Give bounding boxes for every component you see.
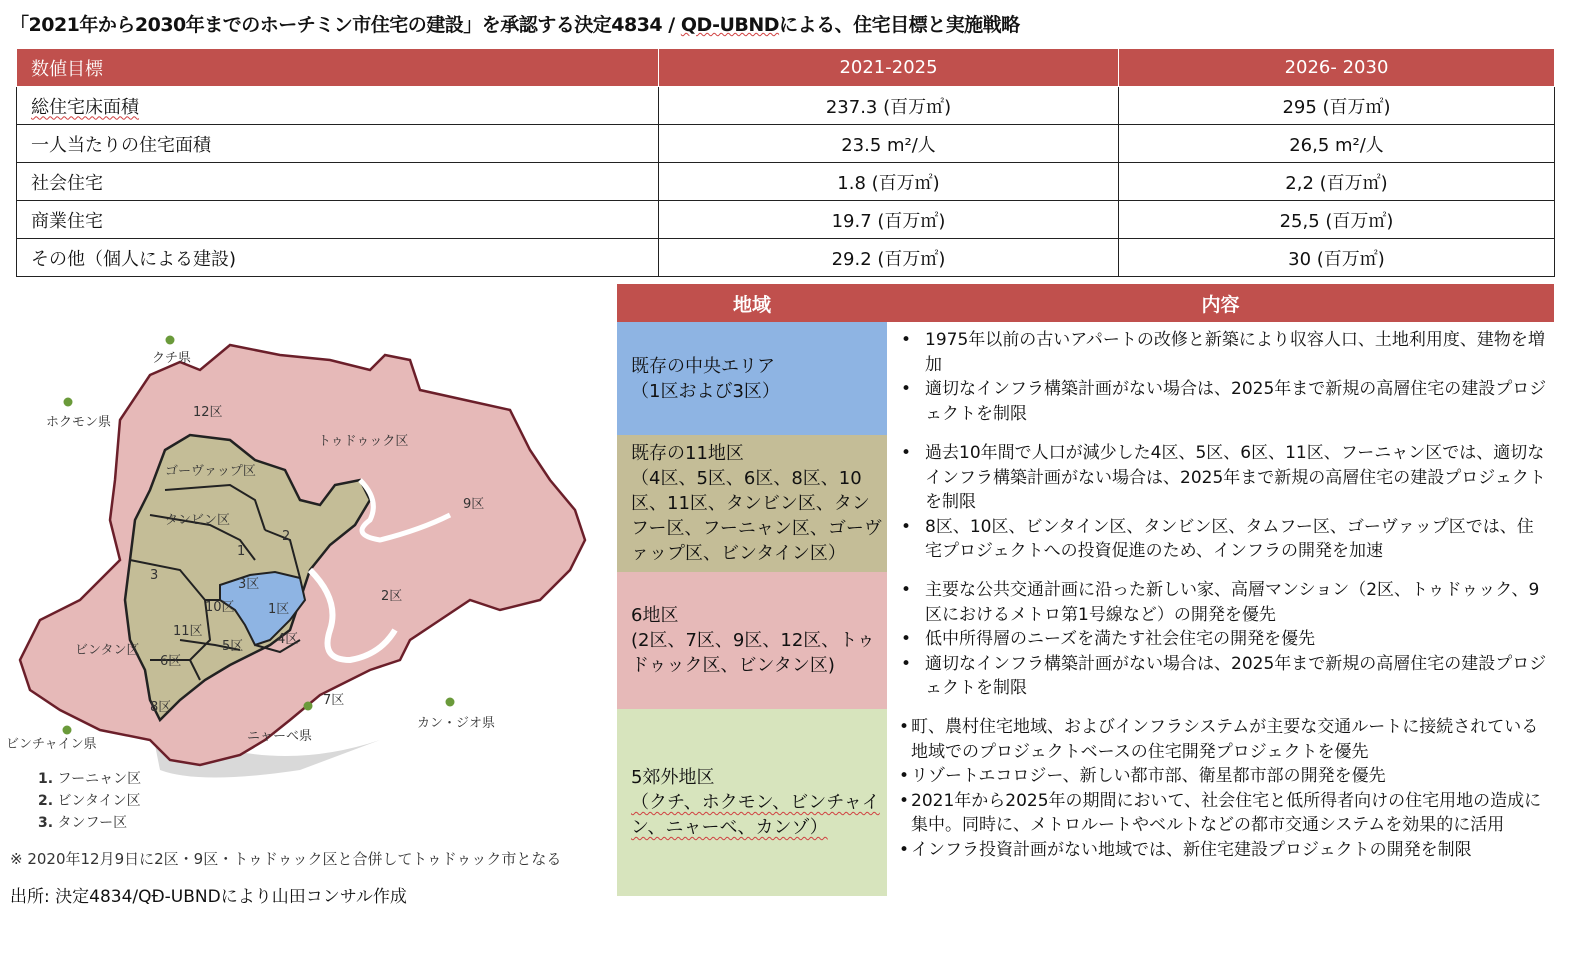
legend-text: タンフー区 xyxy=(57,815,128,831)
page-title xyxy=(10,10,1570,37)
region-row-outer xyxy=(617,572,1554,709)
region-content-cell xyxy=(887,322,1554,435)
label-d8: 8区 xyxy=(150,700,172,715)
header-period-1: 2021-2025 xyxy=(659,49,1119,87)
list-item: • 適切なインフラ構築計画がない場合は、2025年まで新規の高層住宅の建設プロジェクトを制限 xyxy=(899,377,1548,426)
header-content: 内容 xyxy=(1201,293,1240,316)
list-item: • 過去10年間で人口が減少した4区、5区、6区、11区、フーニャン区では、適切なインフラ構築計画がない場合は、2025年まで新規の高層住宅の建設プロジェクトを制限 xyxy=(899,441,1548,515)
cell-2021-2025: 23.5 m²/人 xyxy=(659,125,1119,163)
cell-2021-2025: 19.7 (百万㎡) xyxy=(659,201,1119,239)
legend-num: 3. xyxy=(38,815,54,831)
row-label: 商業住宅 xyxy=(17,201,659,239)
label-d2: 2区 xyxy=(381,589,403,604)
region-name: 6地区 xyxy=(631,605,679,626)
row-label xyxy=(17,87,659,125)
label-d3-num: 3 xyxy=(150,568,159,583)
label-d9: 9区 xyxy=(463,497,485,512)
cell-2021-2025: 1.8 (百万㎡) xyxy=(659,163,1119,201)
label-hocmon: ホクモン県 xyxy=(46,415,112,430)
legend-item xyxy=(38,790,141,812)
legend-text: フーニャン区 xyxy=(57,771,142,787)
label-d7: 7区 xyxy=(323,693,345,708)
cell-2026-2030: 2,2 (百万㎡) xyxy=(1119,163,1555,201)
row-label: 社会住宅 xyxy=(17,163,659,201)
list-item: • 8区、10区、ビンタイン区、タンビン区、タムフー区、ゴーヴァップ区では、住宅プロジェクトへの投資促進のため、インフラの開発を加速 xyxy=(899,515,1548,564)
region-name: 5郊外地区 xyxy=(631,767,715,788)
label-canhgio: カン・ジオ県 xyxy=(417,716,496,731)
map-legend xyxy=(38,768,141,834)
region-name-cell xyxy=(617,435,887,572)
source-note: 出所: 決定4834/QĐ-UBNDにより山田コンサル作成 xyxy=(10,887,407,907)
list-item: • 1975年以前の古いアパートの改修と新築により収容人口、土地利用度、建物を増加 xyxy=(899,328,1548,377)
label-d1-num: 1 xyxy=(237,544,246,559)
region-sub: (2区、7区、9区、12区、トゥドゥック区、ビンタン区) xyxy=(631,630,875,676)
label-thuduc: トゥドゥック区 xyxy=(318,434,409,449)
region-name-cell xyxy=(617,322,887,435)
label-cuchi: クチ県 xyxy=(152,351,192,366)
district-map xyxy=(0,300,610,800)
table-row xyxy=(17,125,1555,163)
table-row xyxy=(17,163,1555,201)
header-period-2: 2026- 2030 xyxy=(1119,49,1555,87)
label-d1: 1区 xyxy=(268,602,290,617)
cell-2026-2030: 30 (百万㎡) xyxy=(1119,239,1555,277)
label-govap: ゴーヴァップ区 xyxy=(165,464,256,479)
label-d2-num: 2 xyxy=(282,529,291,544)
label-binhtan: ビンタン区 xyxy=(75,643,140,658)
cell-2026-2030: 25,5 (百万㎡) xyxy=(1119,201,1555,239)
housing-targets-table xyxy=(16,48,1555,277)
legend-item xyxy=(38,812,141,834)
table-row xyxy=(17,201,1555,239)
title-decision-code: QD-UBND xyxy=(680,14,780,36)
region-row-suburban xyxy=(617,709,1554,896)
region-content-cell xyxy=(887,435,1554,572)
label-d5: 5区 xyxy=(222,639,244,654)
row-label-text: 総住宅床面積 xyxy=(31,96,139,118)
label-d3: 3区 xyxy=(238,577,260,592)
legend-text: ビンタイン区 xyxy=(57,793,141,809)
label-d12: 12区 xyxy=(193,405,223,420)
list-item: • インフラ投資計画がない地域では、新住宅建設プロジェクトの開発を制限 xyxy=(899,838,1548,863)
label-nhabe: ニャーベ県 xyxy=(247,729,313,744)
region-name-cell xyxy=(617,709,887,896)
cell-2026-2030: 295 (百万㎡) xyxy=(1119,87,1555,125)
label-d6: 6区 xyxy=(160,654,182,669)
header-region: 地域 xyxy=(732,293,771,316)
region-content-cell xyxy=(887,709,1554,896)
nhabe-dot xyxy=(304,702,313,711)
cell-2021-2025: 29.2 (百万㎡) xyxy=(659,239,1119,277)
table-header-row xyxy=(17,49,1555,87)
label-d11: 11区 xyxy=(173,624,203,639)
region-name-cell xyxy=(617,572,887,709)
legend-num: 1. xyxy=(38,771,54,787)
legend-item xyxy=(38,768,141,790)
region-name: 既存の11地区 xyxy=(631,443,744,464)
region-row-inner xyxy=(617,435,1554,572)
label-d4: 4区 xyxy=(277,632,299,647)
region-sub: （1区および3区） xyxy=(631,380,780,402)
row-label: 一人当たりの住宅面積 xyxy=(17,125,659,163)
region-sub: （クチ、ホクモン、ビンチャイン、ニャーベ、カンゾ） xyxy=(631,792,880,838)
region-strategy-table xyxy=(617,284,1554,896)
row-label: その他（個人による建設) xyxy=(17,239,659,277)
legend-num: 2. xyxy=(38,793,54,809)
list-item: • 主要な公共交通計画に沿った新しい家、高層マンション（2区、トゥドゥック、9区におけるメトロ第1号線など）の開発を優先 xyxy=(899,578,1548,627)
region-name: 既存の中央エリア xyxy=(631,355,775,377)
table-row xyxy=(17,87,1555,125)
list-item: • 適切なインフラ構築計画がない場合は、2025年まで新規の高層住宅の建設プロジェクトを制限 xyxy=(899,652,1548,701)
region-table-header xyxy=(617,284,1554,322)
list-item: • 2021年から2025年の期間において、社会住宅と低所得者向けの住宅用地の造成に集中。同時に、メトロルートやベルトなどの都市交通システムを効果的に活用 xyxy=(899,789,1548,838)
merge-note: ※ 2020年12月9日に2区・9区・トゥドゥック区と合併してトゥドゥック市となる xyxy=(10,850,562,868)
canhgio-dot xyxy=(446,698,455,707)
table-row xyxy=(17,239,1555,277)
list-item: • 低中所得層のニーズを満たす社会住宅の開発を優先 xyxy=(899,627,1548,652)
title-prefix: 「2021年から2030年までのホーチミン市住宅の建設」を承認する決定4834 / xyxy=(10,14,681,36)
hocmon-dot xyxy=(64,398,73,407)
title-suffix: による、住宅目標と実施戦略 xyxy=(779,14,1020,36)
region-content-cell xyxy=(887,572,1554,709)
region-sub: （4区、5区、6区、8区、10区、11区、タンビン区、タンフー区、フーニャン区、ゴーヴァップ区、ビンタイン区） xyxy=(631,468,882,564)
cuchi-dot xyxy=(166,336,175,345)
list-item: • 町、農村住宅地域、およびインフラシステムが主要な交通ルートに接続されている地域でのプロジェクトベースの住宅開発プロジェクトを優先 xyxy=(899,715,1548,764)
region-row-central xyxy=(617,322,1554,435)
label-d10: 10区 xyxy=(205,600,235,615)
header-metric: 数値目標 xyxy=(17,49,659,87)
label-tanbinh: タンビン区 xyxy=(165,513,231,528)
label-binhchanh: ビンチャイン県 xyxy=(6,737,97,752)
list-item: • リゾートエコロジー、新しい都市部、衛星都市部の開発を優先 xyxy=(899,764,1548,789)
cell-2021-2025: 237.3 (百万㎡) xyxy=(659,87,1119,125)
binhchanh-dot xyxy=(63,726,72,735)
cell-2026-2030: 26,5 m²/人 xyxy=(1119,125,1555,163)
